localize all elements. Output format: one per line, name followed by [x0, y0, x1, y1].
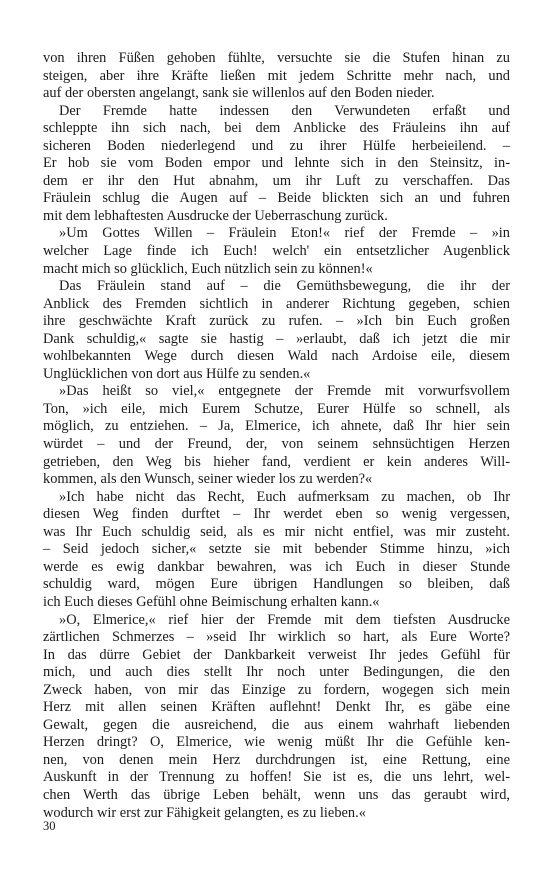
text-line: mit dem lebhaftesten Ausdrucke der Ueberraschung zurück.	[43, 207, 388, 224]
text-line: Ton, »ich eile, mich Eurem Schutze, Eurer Hülfe so schnell, als	[43, 400, 510, 417]
text-line: Dank schuldig,« sagte sie hastig – »erlaubt, daß ich jetzt die mir	[43, 330, 510, 347]
text-line: getrieben, den Weg bis hieher fand, verdient er kein anderes Will-	[43, 453, 510, 470]
text-line: mich, und auch dies stellt Ihr noch unter Bedingungen, die den	[43, 664, 510, 681]
text-line: Unglücklichen von dort aus Hülfe zu senden.«	[43, 365, 311, 382]
text-line: welcher Lage finde ich Euch! welch' ein entsetzlicher Augenblick	[43, 243, 510, 260]
text-line: Herzen dringt? O, Elmerice, wie wenig müßt Ihr die Gefühle ken-	[43, 734, 510, 751]
text-line: »Um Gottes Willen – Fräulein Eton!« rief der Fremde – »in	[59, 225, 510, 242]
text-line: »Ich habe nicht das Recht, Euch aufmerksam zu machen, ob Ihr	[59, 488, 510, 505]
text-line: wohlbekannten Wege durch diesen Wald nach Ardoise eile, diesem	[43, 348, 510, 365]
text-line: chen Werth das übrige Leben behält, wenn uns das geraubt wird,	[43, 786, 510, 803]
text-line: macht mich so glücklich, Euch nützlich sein zu können!«	[43, 260, 373, 277]
text-line: steigen, aber ihre Kräfte ließen mit jedem Schritte mehr nach, und	[43, 67, 510, 84]
text-line: zärtlichen Schmerzes – »seid Ihr wirklich so hart, als Eure Worte?	[43, 629, 510, 646]
text-line: Zweck haben, von mir das Einzige zu fordern, wogegen sich mein	[43, 681, 510, 698]
text-line: Gewalt, gegen die ausreichend, die aus einem wahrhaft liebenden	[43, 716, 510, 733]
text-line: von ihren Füßen gehoben fühlte, versuchte sie die Stufen hinan zu	[43, 50, 510, 66]
text-line: ich Euch dieses Gefühl ohne Beimischung erhalten kann.«	[43, 593, 380, 610]
text-line: »O, Elmerice,« rief hier der Fremde mit dem tiefsten Ausdrucke	[59, 611, 510, 628]
text-line: – Seid jedoch sicher,« setzte sie mit bebender Stimme hinzu, »ich	[43, 541, 510, 558]
text-line: Das Fräulein stand auf – die Gemüthsbewegung, die ihr der	[59, 278, 510, 295]
text-line: ihre geschwächte Kraft zurück zu rufen. – »Ich bin Euch großen	[43, 313, 510, 330]
body-text	[43, 50, 510, 822]
text-line: Anblick des Fremden sichtlich in anderer Richtung gegeben, schien	[43, 295, 510, 312]
text-line: werde es ewig dankbar bewahren, was ich Euch in dieser Stunde	[43, 558, 510, 575]
text-line: In das dürre Gebiet der Dankbarkeit verweist Ihr jedes Gefühl für	[43, 646, 510, 663]
text-line: nen, von denen mein Herz durchdrungen ist, eine Rettung, eine	[43, 751, 510, 768]
text-line: würdet – und der Freund, der, von seinem sehnsüchtigen Herzen	[43, 436, 510, 453]
text-line: Herz mit allen seinen Kräften auflehnt! Denkt Ihr, es gäbe eine	[43, 699, 510, 716]
text-line: schleppte ihn sich nach, bei dem Anblicke des Fräuleins ihn auf	[43, 120, 510, 137]
text-line: auf der obersten angelangt, sank sie willenlos auf den Boden nieder.	[43, 85, 435, 102]
text-line: Er hob sie vom Boden empor und lehnte sich in den Steinsitz, in-	[43, 155, 510, 172]
text-line: Auskunft in der Trennung zu hoffen! Sie ist es, die uns lehrt, wel-	[43, 769, 510, 786]
text-line: Der Fremde hatte indessen den Verwundeten erfaßt und	[59, 102, 510, 119]
text-line: »Das heißt so viel,« entgegnete der Fremde mit vorwurfsvollem	[59, 383, 510, 400]
text-line: sicheren Boden niederlegend und zu ihrer Hülfe herbeieilend. –	[43, 137, 510, 154]
page-number: 30	[43, 819, 56, 833]
text-line: kommen, als den Wunsch, seiner wieder los zu werden?«	[43, 471, 373, 488]
text-line: wodurch wir erst zur Fähigkeit gelangten, es zu lieben.«	[43, 804, 366, 821]
text-line: Fräulein schlug die Augen auf – Beide blickten sich an und fuhren	[43, 190, 510, 207]
text-line: was Ihr Euch schuldig seid, als es mir nicht entfiel, was mir zusteht.	[43, 523, 510, 540]
text-line: diesen Weg finden durftet – Ihr werdet eben so wenig vergessen,	[43, 506, 510, 523]
text-line: schuldig ward, mögen Eure übrigen Handlungen so bleiben, daß	[43, 576, 510, 593]
text-line: möglich, zu entziehen. – Ja, Elmerice, ich ahnete, daß Ihr hier sein	[43, 418, 510, 435]
text-line: dem er ihr den Hut abnahm, um ihr Luft zu verschaffen. Das	[43, 172, 510, 189]
